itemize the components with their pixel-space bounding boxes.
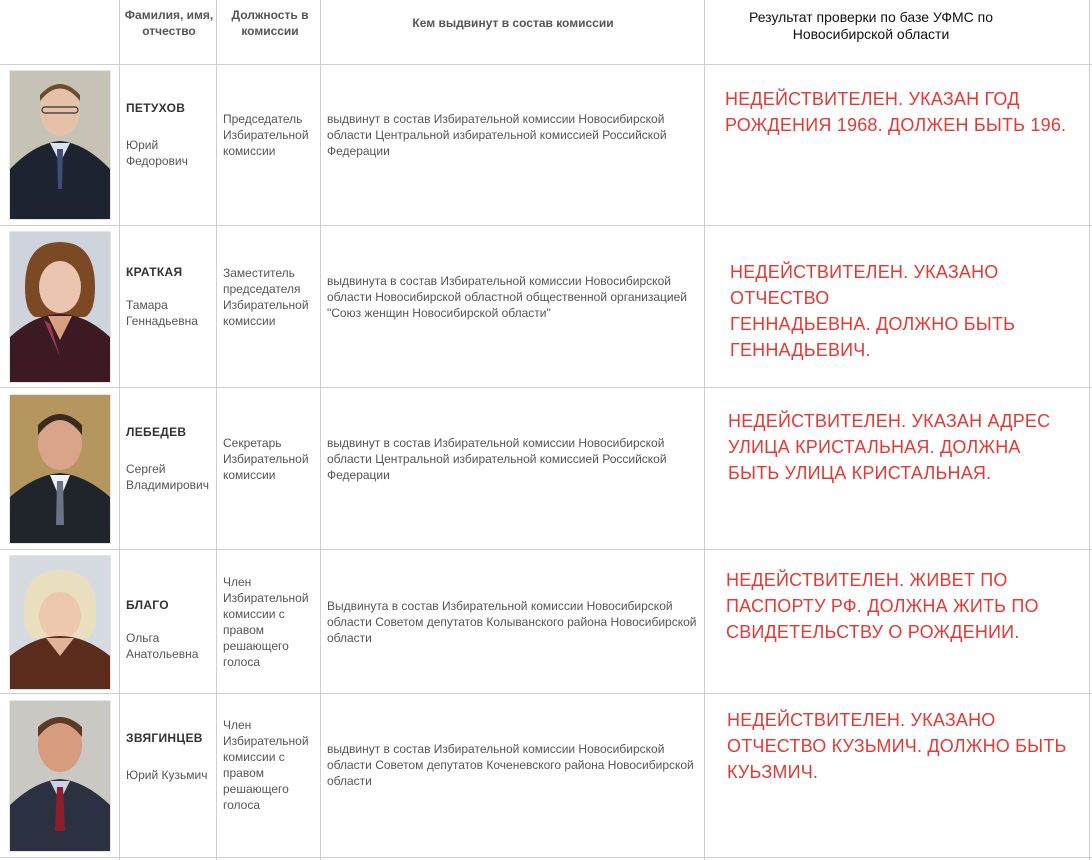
row-divider	[0, 857, 1092, 858]
avatar-photo	[9, 700, 111, 852]
member-surname: ЗВЯГИНЦЕВ	[126, 731, 203, 745]
column-divider	[216, 0, 217, 860]
member-surname: КРАТКАЯ	[126, 265, 183, 279]
avatar-photo	[9, 70, 111, 220]
member-nominator: выдвинут в состав Избирательной комиссии Новосибирской области Центральной избирательной комиссией Российской Федерации	[327, 112, 667, 158]
member-role: Секретарь Избирательной комиссии	[223, 436, 309, 482]
row-divider	[0, 693, 1092, 694]
header-role: Должность в комиссии	[231, 8, 309, 38]
member-role: Член Избирательной комиссии с правом решающего голоса	[223, 718, 309, 812]
check-result: НЕДЕЙСТВИТЕЛЕН. УКАЗАНО ОТЧЕСТВО ГЕННАДЬЕВНА. ДОЛЖНО БЫТЬ ГЕННАДЬЕВИЧ.	[730, 262, 1016, 360]
avatar-photo	[9, 394, 111, 544]
column-divider	[119, 0, 120, 860]
member-given-name: Тамара Геннадьевна	[126, 298, 198, 328]
avatar-photo	[9, 555, 111, 690]
row-divider	[0, 387, 1092, 388]
member-nominator: выдвинута в состав Избирательной комиссии Новосибирской области Новосибирской областной общественной организацией "Союз женщин Новосибирской области"	[327, 274, 687, 320]
member-surname: БЛАГО	[126, 598, 169, 612]
member-given-name: Ольга Анатольевна	[126, 631, 199, 661]
column-divider	[320, 0, 321, 860]
member-surname: ПЕТУХОВ	[126, 101, 186, 115]
avatar-photo	[9, 231, 111, 383]
member-nominator: выдвинут в состав Избирательной комиссии Новосибирской области Центральной избирательной комиссией Российской Федерации	[327, 436, 667, 482]
column-divider	[704, 0, 705, 860]
row-divider	[0, 549, 1092, 550]
row-divider	[0, 64, 1092, 65]
member-surname: ЛЕБЕДЕВ	[126, 425, 187, 439]
header-name: Фамилия, имя, отчество	[124, 8, 214, 38]
row-divider	[0, 225, 1092, 226]
header-result: Результат проверки по базе УФМС по Новосибирской области	[748, 9, 994, 42]
member-role: Заместитель председателя Избирательной комиссии	[223, 266, 309, 328]
member-given-name: Сергей Владимирович	[126, 462, 210, 492]
check-result: НЕДЕЙСТВИТЕЛЕН. УКАЗАНО ОТЧЕСТВО КУЗЬМИЧ. ДОЛЖНО БЫТЬ КУЬЗМИЧ.	[727, 710, 1067, 782]
member-given-name: Юрий Федорович	[126, 138, 188, 168]
member-nominator: выдвинут в состав Избирательной комиссии Новосибирской области Советом депутатов Коченевского района Новосибирской области	[327, 742, 694, 788]
member-role: Член Избирательной комиссии с правом решающего голоса	[223, 575, 309, 669]
member-role: Председатель Избирательной комиссии	[223, 112, 309, 158]
member-given-name: Юрий Кузьмич	[126, 768, 208, 782]
check-result: НЕДЕЙСТВИТЕЛЕН. УКАЗАН ГОД РОЖДЕНИЯ 1968. ДОЛЖЕН БЫТЬ 196.	[725, 89, 1067, 135]
check-result: НЕДЕЙСТВИТЕЛЕН. ЖИВЕТ ПО ПАСПОРТУ РФ. ДОЛЖНА ЖИТЬ ПО СВИДЕТЕЛЬСТВУ О РОЖДЕНИИ.	[726, 570, 1039, 642]
header-nominator: Кем выдвинут в состав комиссии	[412, 16, 614, 30]
column-divider	[1089, 0, 1090, 860]
member-nominator: Выдвинута в состав Избирательной комиссии Новосибирской области Советом депутатов Колыванского района Новосибирской области	[327, 599, 697, 645]
check-result: НЕДЕЙСТВИТЕЛЕН. УКАЗАН АДРЕС УЛИЦА КРИСТАЛЬНАЯ. ДОЛЖНА БЫТЬ УЛИЦА КРИСТАЛЬНАЯ.	[728, 411, 1051, 483]
